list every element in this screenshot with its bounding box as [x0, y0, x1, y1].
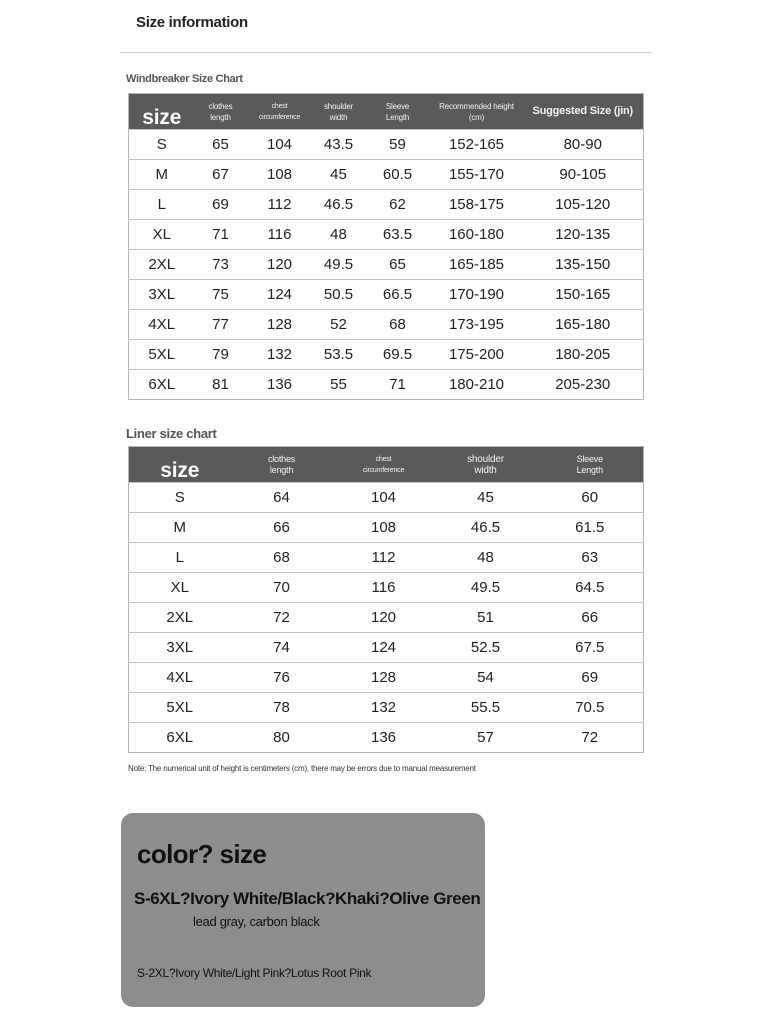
table-cell: 59: [365, 130, 431, 160]
table-cell: 65: [195, 130, 247, 160]
table-cell: 4XL: [129, 663, 231, 693]
table-cell: 68: [231, 543, 333, 573]
table-cell: 104: [333, 483, 435, 513]
table-cell: 72: [231, 603, 333, 633]
table-row: [129, 663, 644, 693]
windbreaker-chart-title: Windbreaker Size Chart: [126, 73, 243, 85]
table-row: [129, 130, 644, 160]
table-cell: 180-210: [431, 370, 523, 400]
table-cell: 150-165: [523, 280, 644, 310]
table-cell: 76: [231, 663, 333, 693]
header-clothes-length: clothes length: [231, 447, 333, 483]
table-cell: 124: [247, 280, 313, 310]
table-cell: 112: [247, 190, 313, 220]
table-cell: 64: [231, 483, 333, 513]
table-cell: 128: [247, 310, 313, 340]
table-cell: 63.5: [365, 220, 431, 250]
table-cell: 2XL: [129, 250, 195, 280]
table-cell: 170-190: [431, 280, 523, 310]
table-cell: 67: [195, 160, 247, 190]
table-cell: 60: [537, 483, 644, 513]
table-cell: S: [129, 130, 195, 160]
table-cell: 46.5: [313, 190, 365, 220]
table-row: [129, 633, 644, 663]
table-cell: 132: [333, 693, 435, 723]
table-cell: 64.5: [537, 573, 644, 603]
table-row: [129, 340, 644, 370]
table-header-row: [129, 447, 644, 483]
table-cell: 108: [333, 513, 435, 543]
windbreaker-size-table: [128, 93, 644, 400]
table-row: [129, 513, 644, 543]
table-cell: 45: [313, 160, 365, 190]
color-options-line-1: S-6XL?Ivory White/Black?Khaki?Olive Green: [134, 889, 481, 908]
table-cell: 173-195: [431, 310, 523, 340]
table-cell: 2XL: [129, 603, 231, 633]
table-cell: 52.5: [435, 633, 537, 663]
table-cell: 48: [313, 220, 365, 250]
table-row: [129, 543, 644, 573]
header-chest-circumference: chest circumference: [333, 447, 435, 483]
table-cell: 61.5: [537, 513, 644, 543]
table-cell: 80-90: [523, 130, 644, 160]
table-cell: 79: [195, 340, 247, 370]
table-cell: 108: [247, 160, 313, 190]
table-row: [129, 573, 644, 603]
table-cell: 104: [247, 130, 313, 160]
table-row: [129, 280, 644, 310]
table-cell: 3XL: [129, 633, 231, 663]
color-options-line-2: lead gray, carbon black: [193, 914, 320, 929]
table-cell: 66: [231, 513, 333, 543]
table-cell: 63: [537, 543, 644, 573]
color-size-panel: [121, 813, 485, 1007]
header-recommended-height: Recommended height (cm): [431, 94, 523, 130]
table-cell: 152-165: [431, 130, 523, 160]
table-cell: 69: [537, 663, 644, 693]
table-cell: 136: [247, 370, 313, 400]
table-cell: 112: [333, 543, 435, 573]
header-chest-circumference: chest circumference: [247, 94, 313, 130]
table-cell: XL: [129, 220, 195, 250]
table-cell: 116: [333, 573, 435, 603]
table-header-row: [129, 94, 644, 130]
header-size: size: [129, 94, 195, 130]
header-size: size: [129, 447, 231, 483]
table-cell: L: [129, 190, 195, 220]
measurement-note: Note: The numerical unit of height is centimeters (cm), there may be errors due to manual measurement: [128, 764, 476, 773]
table-cell: 81: [195, 370, 247, 400]
table-cell: 46.5: [435, 513, 537, 543]
table-cell: 4XL: [129, 310, 195, 340]
table-cell: S: [129, 483, 231, 513]
table-cell: 120: [333, 603, 435, 633]
table-row: [129, 483, 644, 513]
table-cell: 73: [195, 250, 247, 280]
liner-size-table: [128, 446, 644, 753]
table-row: [129, 603, 644, 633]
table-cell: 5XL: [129, 693, 231, 723]
table-cell: 75: [195, 280, 247, 310]
table-cell: 105-120: [523, 190, 644, 220]
table-cell: XL: [129, 573, 231, 603]
header-shoulder-width: shoulder width: [313, 94, 365, 130]
table-cell: 205-230: [523, 370, 644, 400]
table-cell: 60.5: [365, 160, 431, 190]
table-cell: 80: [231, 723, 333, 753]
table-cell: 48: [435, 543, 537, 573]
table-cell: 55: [313, 370, 365, 400]
header-sleeve-length: Sleeve Length: [365, 94, 431, 130]
table-cell: 69: [195, 190, 247, 220]
table-cell: 65: [365, 250, 431, 280]
table-cell: 71: [195, 220, 247, 250]
table-row: [129, 190, 644, 220]
table-cell: 78: [231, 693, 333, 723]
table-cell: L: [129, 543, 231, 573]
table-cell: 68: [365, 310, 431, 340]
table-cell: 66.5: [365, 280, 431, 310]
table-cell: 135-150: [523, 250, 644, 280]
color-size-title: color? size: [137, 839, 267, 869]
table-cell: 180-205: [523, 340, 644, 370]
table-cell: 132: [247, 340, 313, 370]
table-cell: 57: [435, 723, 537, 753]
table-cell: 165-185: [431, 250, 523, 280]
table-row: [129, 310, 644, 340]
table-cell: 6XL: [129, 723, 231, 753]
table-cell: 66: [537, 603, 644, 633]
table-cell: 136: [333, 723, 435, 753]
table-cell: 158-175: [431, 190, 523, 220]
table-cell: 49.5: [313, 250, 365, 280]
table-cell: 128: [333, 663, 435, 693]
table-cell: 53.5: [313, 340, 365, 370]
table-cell: 49.5: [435, 573, 537, 603]
table-cell: 5XL: [129, 340, 195, 370]
table-cell: 50.5: [313, 280, 365, 310]
table-cell: 90-105: [523, 160, 644, 190]
table-cell: 67.5: [537, 633, 644, 663]
table-cell: 55.5: [435, 693, 537, 723]
table-cell: M: [129, 513, 231, 543]
table-cell: 77: [195, 310, 247, 340]
table-cell: 43.5: [313, 130, 365, 160]
table-cell: 71: [365, 370, 431, 400]
table-cell: 45: [435, 483, 537, 513]
table-row: [129, 160, 644, 190]
table-cell: 74: [231, 633, 333, 663]
table-row: [129, 693, 644, 723]
header-clothes-length: clothes length: [195, 94, 247, 130]
table-row: [129, 220, 644, 250]
table-cell: 124: [333, 633, 435, 663]
table-cell: 3XL: [129, 280, 195, 310]
table-cell: 70.5: [537, 693, 644, 723]
title-divider: [120, 52, 652, 53]
table-cell: M: [129, 160, 195, 190]
table-cell: 155-170: [431, 160, 523, 190]
table-cell: 165-180: [523, 310, 644, 340]
table-cell: 120-135: [523, 220, 644, 250]
header-suggested-size: Suggested Size (jin): [523, 94, 644, 130]
table-cell: 6XL: [129, 370, 195, 400]
table-row: [129, 723, 644, 753]
table-cell: 54: [435, 663, 537, 693]
table-cell: 70: [231, 573, 333, 603]
table-cell: 52: [313, 310, 365, 340]
table-row: [129, 250, 644, 280]
table-cell: 116: [247, 220, 313, 250]
table-row: [129, 370, 644, 400]
color-options-line-3: S-2XL?Ivory White/Light Pink?Lotus Root Pink: [137, 966, 372, 980]
table-cell: 160-180: [431, 220, 523, 250]
table-cell: 120: [247, 250, 313, 280]
table-cell: 69.5: [365, 340, 431, 370]
table-cell: 72: [537, 723, 644, 753]
header-shoulder-width: shoulder width: [435, 447, 537, 483]
table-cell: 62: [365, 190, 431, 220]
header-sleeve-length: Sleeve Length: [537, 447, 644, 483]
liner-chart-title: Liner size chart: [126, 426, 217, 441]
table-cell: 51: [435, 603, 537, 633]
page-title: Size information: [136, 14, 248, 31]
table-cell: 175-200: [431, 340, 523, 370]
